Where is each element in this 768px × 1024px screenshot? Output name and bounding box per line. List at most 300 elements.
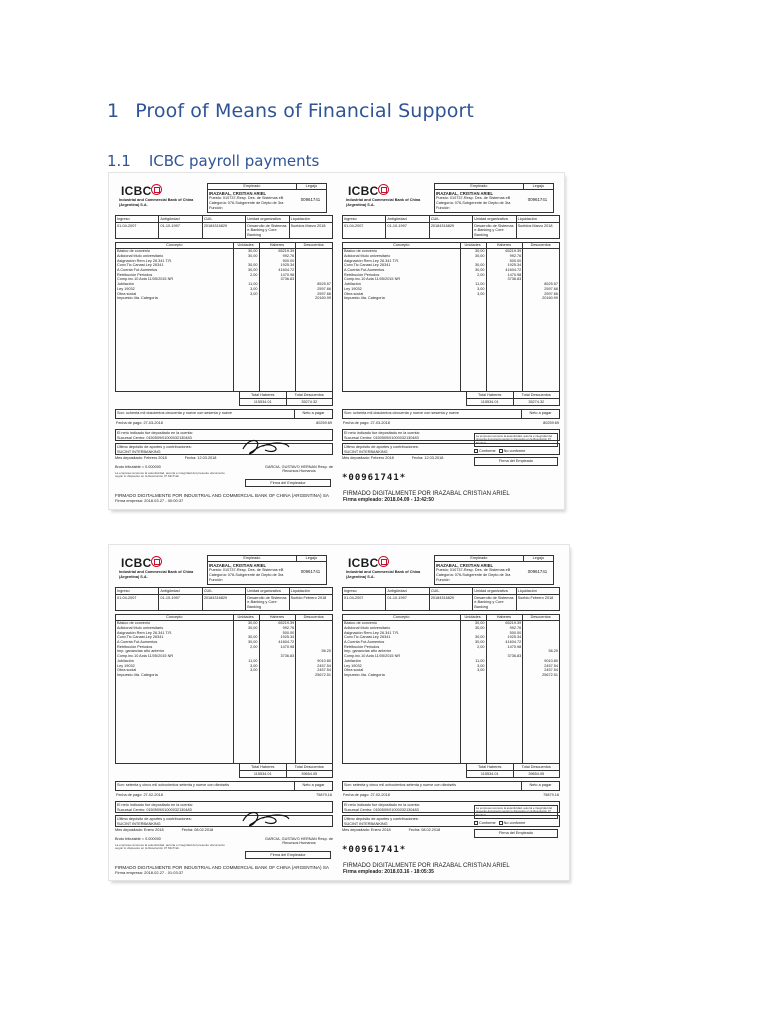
- concept-cell: 30,00: [475, 635, 485, 640]
- column-header: Descuentos: [530, 615, 551, 620]
- subsection-number: 1.1: [107, 152, 131, 170]
- section-heading-1: [107, 100, 474, 122]
- payslip-scan-march: [109, 173, 564, 509]
- employee-box: [434, 555, 554, 585]
- neto-amount: 75879.16: [316, 793, 332, 798]
- meta-header: Unidad organizativa: [473, 216, 516, 222]
- ultimo-deposito: Último depósito de aportes y contribuciones:: [117, 816, 192, 821]
- total-descuentos-label: Total Descuentos: [521, 392, 551, 397]
- totals-box: [239, 392, 333, 406]
- concept-cell: 2597.66: [317, 291, 331, 296]
- fecha-deposito: Fecha: 12.03.2018: [184, 455, 217, 460]
- concept-cell: 11,00: [475, 658, 485, 663]
- totals-box: [466, 764, 560, 778]
- sucursal-account: Sucursal Centro: 0150509/01000032130483: [117, 435, 192, 440]
- concept-cell: 3,00: [250, 663, 258, 668]
- concept-cell: Básico de convenio: [344, 621, 377, 626]
- firmado-icbc: FIRMADO DIGITALMENTE POR INDUSTRIAL AND COMMERCIAL BANK OF CHINA (ARGENTINA) SA: [115, 493, 329, 498]
- column-header: Unidades: [237, 615, 254, 620]
- employee-categoria: Categoría: 076-Subgerente de Depto de 3ra Función: [436, 201, 511, 210]
- concept-cell: Conv.Tic.Canast.Ley 26341: [117, 635, 164, 640]
- section-number: 1: [107, 100, 120, 122]
- total-haberes: 115534.01: [467, 771, 514, 777]
- firma-empleado: Firma del Empleado: [474, 829, 558, 838]
- concept-cell: Comp.inc.10 Acta 11/05/2015 NR: [344, 277, 401, 282]
- meta-header: Antigüedad: [159, 588, 202, 594]
- concept-cell: 65219.39: [505, 621, 522, 626]
- antiguedad-date: 01-10-1997: [386, 595, 429, 610]
- concept-cell: 11,00: [248, 658, 258, 663]
- employee-name: IRAZABAL, CRISTIAN ARIEL: [209, 190, 267, 196]
- concept-cell: 30,00: [475, 267, 485, 272]
- concept-cell: [233, 673, 259, 678]
- firma-empleado-fecha: Firma empleado: 2018.03.16 - 18:05:35: [343, 869, 434, 875]
- concept-cell: 30,00: [248, 625, 258, 630]
- concept-cell: 3,00: [477, 663, 485, 668]
- firma-empleado-fecha: Firma empleado: 2018.04.09 - 13:42:50: [343, 497, 434, 503]
- concept-cell: [259, 296, 296, 301]
- concept-cell: 30,00: [475, 253, 485, 258]
- ultimo-deposito: Último depósito de aportes y contribuciones:: [344, 816, 419, 821]
- concept-cell: Ley 19032: [344, 286, 362, 291]
- neto-amount: 80259.69: [316, 421, 332, 426]
- concept-cell: Básico de convenio: [344, 249, 377, 254]
- concept-cell: Jubilación: [117, 658, 134, 663]
- concept-cell: 65219.39: [505, 249, 522, 254]
- concept-cell: 3736.83: [507, 277, 522, 282]
- meta-header: Antigüedad: [159, 216, 202, 222]
- concept-cell: 3736.83: [507, 654, 522, 659]
- employee-puesto: Puesto: 010737-Resp. Des. de Sistemas eB: [209, 196, 284, 201]
- concept-cell: 500.00: [282, 258, 295, 263]
- icbc-logo: ICBC: [348, 556, 379, 570]
- digital-signature-employee: [343, 863, 563, 875]
- legal-notice-box: La empresa reconoce la autenticidad, autoría e integridad del presente documento según lo dispuesto en la Resolución 37 MinTrab.: [474, 433, 558, 447]
- concept-cell: 992.76: [509, 253, 522, 258]
- legajo-number: 00961741: [527, 196, 548, 202]
- sucursal-account: Sucursal Centro: 0150509/01000032130483: [117, 807, 192, 812]
- concept-cell: Impuesto 4ta. Categoría: [344, 296, 385, 301]
- payslip-right: [342, 553, 560, 871]
- concept-cell: 30,00: [475, 639, 485, 644]
- employee-puesto: Puesto: 010737-Resp. Des. de Sistemas eB: [436, 196, 511, 201]
- concept-cell: Jubilación: [117, 282, 134, 287]
- concept-cell: 2597.66: [317, 286, 331, 291]
- firma-empleador: Firma del Empleador: [245, 479, 331, 488]
- employment-meta: [342, 587, 560, 611]
- column-header: Unidades: [464, 615, 481, 620]
- payment-date: Fecha de pago: 27-02-2018: [343, 793, 390, 798]
- meta-header: Unidad organizativa: [246, 216, 289, 222]
- column-header: Concepto: [393, 243, 410, 248]
- total-descuentos: 39654.05: [528, 771, 545, 776]
- concept-cell: 1470.98: [507, 644, 522, 649]
- concept-cell: 1925.34: [280, 263, 295, 268]
- concept-cell: Ley 19032: [344, 663, 362, 668]
- concept-cell: 20160.99: [542, 296, 558, 301]
- concept-cell: 41604.72: [505, 267, 522, 272]
- cuil: 20184316829: [203, 223, 246, 238]
- sucint: SUCINT INTERBANKING: [344, 821, 388, 826]
- concept-cell: Ley 19032: [117, 663, 135, 668]
- liquidacion-period: Sueldos Marzo 2018: [290, 223, 326, 228]
- sucursal-account: Sucursal Centro: 0150509/01000032130483: [344, 807, 419, 812]
- concept-cell: Retribución Periodos: [344, 272, 380, 277]
- concept-cell: Adicional título universitario: [117, 625, 164, 630]
- subsection-title: ICBC payroll payments: [148, 152, 320, 170]
- total-haberes-label: Total Haberes: [240, 764, 287, 770]
- concept-cell: 1925.34: [280, 635, 295, 640]
- concept-cell: [259, 673, 296, 678]
- unidad-organizativa: Desarrollo de Sistemas e-Banking y Core Banking: [473, 595, 516, 610]
- meta-header: Unidad organizativa: [473, 588, 516, 594]
- concept-cell: Adicional título universitario: [344, 625, 391, 630]
- totals-box: [239, 764, 333, 778]
- meta-header: CUIL: [430, 588, 473, 594]
- concept-cell: 2,00: [250, 272, 258, 277]
- totals-box: [466, 392, 560, 406]
- concept-cell: Retribución Periodos: [344, 644, 380, 649]
- concept-cell: Básico de convenio: [117, 249, 150, 254]
- total-descuentos: 35274.32: [528, 399, 545, 404]
- concept-cell: 2457.54: [544, 668, 558, 673]
- meta-header: Antigüedad: [386, 216, 429, 222]
- meta-header: Unidad organizativa: [246, 588, 289, 594]
- concept-cell: Obra social: [344, 291, 364, 296]
- bruto-tributable: Bruto tributable = 0.000000: [115, 464, 161, 469]
- column-header: Descuentos: [303, 243, 324, 248]
- concept-cell: 9010.80: [317, 658, 331, 663]
- concept-cell: A Cuenta Fut.Aumentos: [344, 639, 385, 644]
- no-conforme-checkbox: [499, 449, 526, 454]
- concept-cell: 30,00: [475, 249, 485, 254]
- meta-header: Liquidación: [517, 588, 537, 593]
- concept-cell: Asignación Rem.Ley 26.341 T.R.: [344, 258, 400, 263]
- column-header: Haberes: [269, 615, 285, 620]
- concept-cell: 500.00: [509, 258, 522, 263]
- concept-cell: Imp. ganancias año anterior: [344, 649, 392, 654]
- employee-box: [434, 183, 554, 213]
- fecha-deposito: Fecha: 08.02.2018: [181, 827, 214, 832]
- concept-cell: 30,00: [248, 253, 258, 258]
- deposit-text: El neto indicado fue depositado en la cuenta:: [344, 430, 420, 435]
- concept-cell: Jubilación: [344, 282, 361, 287]
- deposit-box: [115, 801, 333, 813]
- concept-cell: Ley 19032: [117, 286, 135, 291]
- concept-cell: Básico de convenio: [117, 621, 150, 626]
- total-descuentos-label: Total Descuentos: [521, 764, 551, 769]
- digital-signature-employee: [343, 491, 563, 503]
- legajo-header: Legajo: [532, 184, 545, 188]
- bank-name: Industrial and Commercial Bank of China (Argentina) S.A.: [346, 198, 421, 207]
- concept-cell: [486, 673, 523, 678]
- employee-box: [207, 555, 327, 585]
- concept-cell: Conv.Tic.Canast.Ley 26341: [344, 263, 391, 268]
- meta-header: Liquidación: [290, 216, 310, 221]
- concept-cell: 3,00: [477, 668, 485, 673]
- employee-categoria: Categoría: 076-Subgerente de Depto de 3ra Función: [209, 573, 284, 582]
- concept-cell: Comp.inc.10 Acta 11/05/2015 NR: [344, 654, 401, 659]
- concept-cell: Asignación Rem.Ley 26.341 T.R.: [117, 258, 173, 263]
- concept-cell: Obra social: [344, 668, 364, 673]
- employee-header: Empleado: [208, 184, 297, 189]
- concept-cell: Comp.inc.10 Acta 11/05/2015 NR: [117, 277, 174, 282]
- conforme-checkbox: [474, 449, 496, 454]
- amount-in-words: Son: ochenta mil doscientos cincuenta y nueve con sesenta y nueve: [342, 409, 522, 419]
- unidad-organizativa: Desarrollo de Sistemas e-Banking y Core Banking: [246, 595, 289, 610]
- concept-cell: 3,00: [250, 291, 258, 296]
- concept-cell: 2,00: [477, 272, 485, 277]
- meta-header: Liquidación: [517, 216, 537, 221]
- firmado-empleado: FIRMADO DIGITALMENTE POR IRAZABAL CRISTIAN ARIEL: [343, 491, 510, 497]
- concept-cell: 30,00: [248, 249, 258, 254]
- icbc-logo: ICBC: [121, 184, 152, 198]
- concept-cell: 30,00: [248, 639, 258, 644]
- payslip-left: [115, 181, 333, 499]
- icbc-logo: ICBC: [121, 556, 152, 570]
- concept-cell: 56.20: [321, 649, 331, 654]
- concept-cell: A Cuenta Fut.Aumentos: [344, 267, 385, 272]
- sucint: SUCINT INTERBANKING: [117, 821, 161, 826]
- employee-header: Empleado: [435, 184, 524, 189]
- concept-cell: 41604.72: [278, 267, 295, 272]
- deposit-text: El neto indicado fue depositado en la cuenta:: [117, 430, 193, 435]
- concept-cell: Retribución Periodos: [117, 644, 153, 649]
- concept-row: [343, 296, 559, 301]
- deposit-text: El neto indicado fue depositado en la cuenta:: [344, 802, 420, 807]
- meta-header: CUIL: [203, 588, 246, 594]
- sucursal-account: Sucursal Centro: 0150509/01000032130483: [344, 435, 419, 440]
- concept-cell: 30,00: [248, 263, 258, 268]
- payslip-left: [115, 553, 333, 871]
- employee-name: IRAZABAL, CRISTIAN ARIEL: [209, 562, 267, 568]
- column-header: Descuentos: [303, 615, 324, 620]
- concept-cell: 65219.39: [278, 249, 295, 254]
- concept-cell: 3,00: [477, 286, 485, 291]
- concept-cell: 1925.34: [507, 635, 522, 640]
- no-conforme-label: No conforme: [503, 449, 526, 453]
- firma-empresa-fecha: Firma empresa: 2018.03.27 - 00:00:37: [115, 498, 184, 503]
- concept-cell: Asignación Rem.Ley 26.341 T.R.: [344, 630, 400, 635]
- meta-header: Antigüedad: [386, 588, 429, 594]
- column-header: Haberes: [269, 243, 285, 248]
- unidad-organizativa: Desarrollo de Sistemas e-Banking y Core Banking: [246, 223, 289, 238]
- signature-scribble: [235, 435, 295, 459]
- meta-header: Ingreso: [116, 216, 159, 222]
- employee-box: [207, 183, 327, 213]
- icbc-seal-icon: [378, 556, 389, 567]
- total-haberes-label: Total Haberes: [467, 392, 514, 398]
- neto-label: Neto a pagar: [295, 781, 333, 791]
- firma-empleado: Firma del Empleado: [474, 457, 558, 466]
- concept-cell: [233, 296, 259, 301]
- concept-cell: A Cuenta Fut.Aumentos: [117, 267, 158, 272]
- antiguedad-date: 01-10-1997: [159, 223, 202, 238]
- cuil: 20184316829: [203, 595, 246, 610]
- firmado-icbc: FIRMADO DIGITALMENTE POR INDUSTRIAL AND COMMERCIAL BANK OF CHINA (ARGENTINA) SA: [115, 865, 329, 870]
- bruto-tributable: Bruto tributable = 0.000000: [115, 836, 161, 841]
- concepts-table: [115, 614, 333, 764]
- concept-cell: Comp.inc.10 Acta 11/05/2015 NR: [117, 654, 174, 659]
- concept-cell: Adicional título universitario: [117, 253, 164, 258]
- icbc-seal-icon: [151, 184, 162, 195]
- neto-amount: 80259.69: [543, 421, 559, 426]
- employment-meta: [342, 215, 560, 239]
- employment-meta: [115, 215, 333, 239]
- concept-cell: Jubilación: [344, 658, 361, 663]
- no-conforme-label: No conforme: [503, 821, 526, 825]
- concept-cell: 2457.54: [317, 663, 331, 668]
- concept-cell: Imp. ganancias año anterior: [117, 649, 165, 654]
- legajo-header: Legajo: [305, 556, 318, 560]
- concept-cell: 500.00: [509, 630, 522, 635]
- concept-cell: 2457.54: [317, 668, 331, 673]
- hr-manager: GARCIA, GUSTAVO HERNAN Resp. de Recursos Humanos: [265, 836, 333, 846]
- employee-categoria: Categoría: 076-Subgerente de Depto de 3ra Función: [209, 201, 284, 210]
- antiguedad-date: 01-10-1997: [386, 223, 429, 238]
- legajo-number: 00961741: [300, 568, 321, 574]
- concept-cell: Obra social: [117, 668, 137, 673]
- bank-name: Industrial and Commercial Bank of China (Argentina) S.A.: [346, 570, 421, 579]
- concept-cell: 1470.98: [507, 272, 522, 277]
- payslip-right: [342, 181, 560, 499]
- column-header: Concepto: [166, 615, 183, 620]
- concepts-table: [342, 242, 560, 392]
- concept-cell: Obra social: [117, 291, 137, 296]
- ingreso-date: 01-04-2007: [116, 223, 159, 238]
- concept-cell: 11,00: [475, 282, 485, 287]
- concept-cell: 30,00: [475, 621, 485, 626]
- concept-cell: 8525.57: [544, 282, 558, 287]
- neto-label: Neto a pagar: [522, 781, 560, 791]
- concept-cell: 11,00: [248, 282, 258, 287]
- concept-cell: 8525.57: [317, 282, 331, 287]
- employee-puesto: Puesto: 010737-Resp. Des. de Sistemas eB: [436, 568, 511, 573]
- neto-amount: 75879.16: [543, 793, 559, 798]
- bank-name: Industrial and Commercial Bank of China (Argentina) S.A.: [119, 570, 194, 579]
- total-haberes: 115534.01: [467, 399, 514, 405]
- concept-cell: Impuesto 4ta. Categoría: [117, 673, 158, 678]
- concept-cell: Impuesto 4ta. Categoría: [117, 296, 158, 301]
- payslip-scan-february: [109, 545, 569, 880]
- liquidacion-period: Sueldo Febrero 2018: [290, 595, 327, 600]
- concept-cell: 3,00: [250, 668, 258, 673]
- concept-row: [343, 673, 559, 678]
- total-haberes: 115534.01: [240, 771, 287, 777]
- concept-cell: Conv.Tic.Canast.Ley 26341: [344, 635, 391, 640]
- concept-cell: 30,00: [248, 267, 258, 272]
- legajo-header: Legajo: [532, 556, 545, 560]
- conforme-label: Conforme: [479, 821, 496, 825]
- concept-cell: 9010.80: [544, 658, 558, 663]
- concept-cell: 1470.98: [280, 272, 295, 277]
- column-header: Concepto: [393, 615, 410, 620]
- legajo-number: 00961741: [527, 568, 548, 574]
- contributions-box: [115, 815, 333, 827]
- concept-cell: 20160.99: [315, 296, 331, 301]
- barcode-text: *00961741*: [342, 473, 407, 483]
- concept-cell: 2,00: [477, 644, 485, 649]
- total-haberes: 115534.01: [240, 399, 287, 405]
- meta-header: CUIL: [203, 216, 246, 222]
- icbc-logo: ICBC: [348, 184, 379, 198]
- contributions-box: [115, 443, 333, 455]
- mes-depositado: Mes depositado: Enero 2018: [342, 827, 391, 832]
- conforme-checkbox: [474, 821, 496, 826]
- column-header: Descuentos: [530, 243, 551, 248]
- concept-cell: 25672.51: [315, 673, 331, 678]
- mes-depositado: Mes depositado: Febrero 2018: [115, 455, 167, 460]
- amount-in-words: Son: setenta y cinco mil ochocientos setenta y nueve con dieciséis: [115, 781, 295, 791]
- subsection-heading: [107, 152, 319, 170]
- payment-date: Fecha de pago: 27-03-2018: [343, 421, 390, 426]
- concept-row: [116, 296, 332, 301]
- antiguedad-date: 01-10-1997: [159, 595, 202, 610]
- ingreso-date: 01-04-2007: [116, 595, 159, 610]
- section-title: Proof of Means of Financial Support: [135, 100, 474, 122]
- meta-header: Liquidación: [290, 588, 310, 593]
- concept-cell: 992.76: [282, 253, 295, 258]
- meta-header: Ingreso: [343, 588, 386, 594]
- concept-cell: Asignación Rem.Ley 26.341 T.R.: [117, 630, 173, 635]
- concept-cell: 2457.54: [544, 663, 558, 668]
- mes-depositado: Mes depositado: Enero 2018: [115, 827, 164, 832]
- column-header: Concepto: [166, 243, 183, 248]
- hr-manager: GARCIA, GUSTAVO HERNAN Resp. de Recursos Humanos: [265, 464, 333, 474]
- total-descuentos: 35274.32: [301, 399, 318, 404]
- concept-cell: 3736.83: [280, 277, 295, 282]
- signature-scribble: [235, 807, 295, 831]
- ultimo-deposito: Último depósito de aportes y contribuciones:: [117, 444, 192, 449]
- concept-cell: 30,00: [248, 621, 258, 626]
- employee-name: IRAZABAL, CRISTIAN ARIEL: [436, 190, 494, 196]
- concept-cell: [460, 673, 486, 678]
- concept-cell: 65219.39: [278, 621, 295, 626]
- barcode-text: *00961741*: [342, 845, 407, 855]
- legajo-header: Legajo: [305, 184, 318, 188]
- column-header: Unidades: [464, 243, 481, 248]
- concept-cell: 56.20: [548, 649, 558, 654]
- firmado-empleado: FIRMADO DIGITALMENTE POR IRAZABAL CRISTIAN ARIEL: [343, 863, 510, 869]
- employee-name: IRAZABAL, CRISTIAN ARIEL: [436, 562, 494, 568]
- no-conforme-checkbox: [499, 821, 526, 826]
- total-descuentos-label: Total Descuentos: [294, 392, 324, 397]
- meta-header: Ingreso: [116, 588, 159, 594]
- ingreso-date: 01-04-2007: [343, 223, 386, 238]
- concept-cell: Retribución Periodos: [117, 272, 153, 277]
- concepts-table: [115, 242, 333, 392]
- concept-cell: [486, 296, 523, 301]
- amount-in-words: Son: setenta y cinco mil ochocientos setenta y nueve con dieciséis: [342, 781, 522, 791]
- legal-notice-box: La empresa reconoce la autenticidad, autoría e integridad del presente documento según lo dispuesto en la Resolución 37 MinTrab.: [474, 805, 558, 819]
- concept-cell: 1925.34: [507, 263, 522, 268]
- sucint: SUCINT INTERBANKING: [117, 449, 161, 454]
- column-header: Unidades: [237, 243, 254, 248]
- ingreso-date: 01-04-2007: [343, 595, 386, 610]
- payment-date: Fecha de pago: 27-03-2018: [116, 421, 163, 426]
- firma-empresa-fecha: Firma empresa: 2018.02.27 - 01:03:37: [115, 870, 184, 875]
- concept-row: [116, 673, 332, 678]
- cuil: 20184316829: [430, 223, 473, 238]
- concepts-table: [342, 614, 560, 764]
- legal-notice: La empresa reconoce la autenticidad, autoría e integridad del presente documento según lo dispuesto en la Resolución 37 MinTrab.: [115, 842, 225, 851]
- employee-header: Empleado: [208, 556, 297, 561]
- liquidacion-period: Sueldo Febrero 2018: [517, 595, 554, 600]
- conforme-label: Conforme: [479, 449, 496, 453]
- concept-cell: 30,00: [475, 263, 485, 268]
- total-descuentos-label: Total Descuentos: [294, 764, 324, 769]
- concept-cell: Conv.Tic.Canast.Ley 26341: [117, 263, 164, 268]
